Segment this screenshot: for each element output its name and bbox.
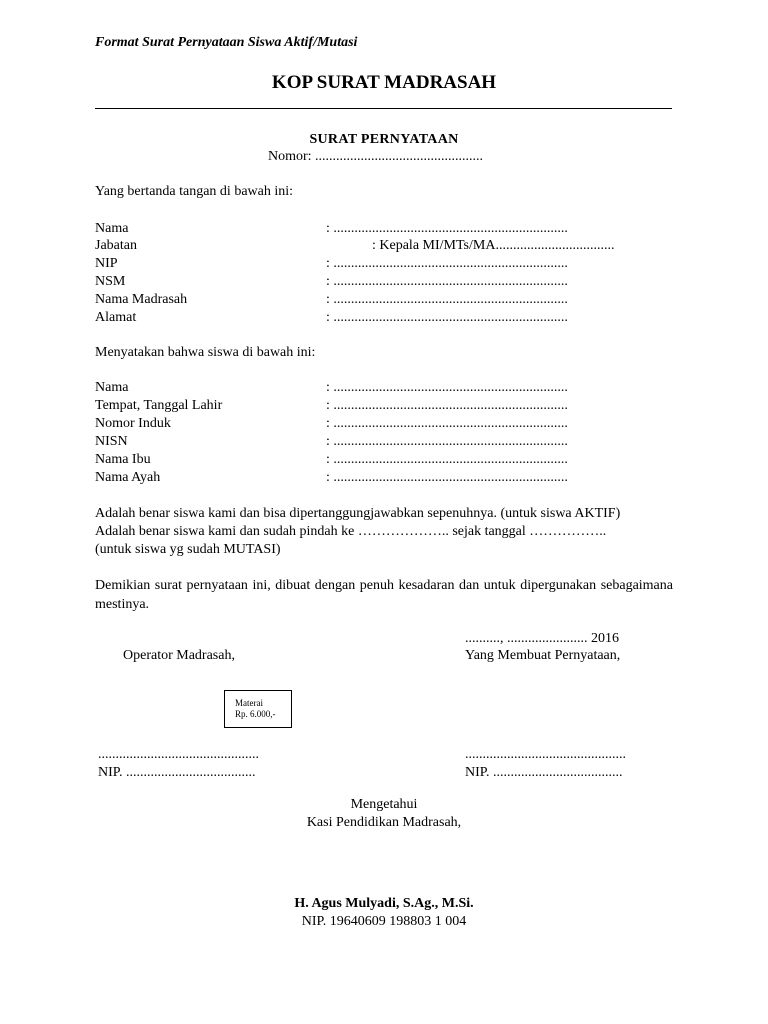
field-value: : ................................................................... [326, 256, 568, 271]
signer-field-nama-madrasah [95, 292, 655, 310]
declarant-role: Yang Membuat Pernyataan, [465, 648, 621, 663]
student-field-nama-ibu [95, 452, 655, 470]
student-intro: Menyatakan bahwa siswa di bawah ini: [95, 345, 316, 360]
closing-paragraph [95, 577, 673, 614]
statement-active: Adalah benar siswa kami dan bisa dipertanggungjawabkan sepenuhnya. (untuk siswa AKTIF) [95, 506, 621, 521]
kop-surat-title: KOP SURAT MADRASAH [271, 72, 497, 93]
operator-name-line: .............................................. [98, 747, 259, 762]
field-value: : ................................................................... [326, 470, 568, 485]
materai-amount: Rp. 6.000,- [235, 709, 276, 719]
materai-stamp-box [224, 690, 292, 728]
closing-text: Demikian surat pernyataan ini, dibuat dengan penuh kesadaran dan untuk dipergunakan sebagaimana mestinya. [95, 578, 673, 612]
field-label: NISN [95, 434, 128, 449]
student-field-nama [95, 380, 655, 398]
field-label: Alamat [95, 310, 137, 325]
signer-intro: Yang bertanda tangan di bawah ini: [95, 184, 294, 199]
signer-field-nama [95, 221, 655, 239]
letter-title: SURAT PERNYATAAN [309, 132, 459, 147]
field-label: Nama Madrasah [95, 292, 188, 307]
official-nip: NIP. 19640609 198803 1 004 [301, 914, 467, 929]
statement-transfer: Adalah benar siswa kami dan sudah pindah ke ……………….. sejak tanggal …………….. [95, 524, 607, 539]
student-field-ttl [95, 398, 655, 416]
signer-field-jabatan [95, 238, 655, 256]
field-value: : ................................................................... [326, 434, 568, 449]
place-date: .........., ....................... 2016 [465, 631, 619, 646]
field-label: Tempat, Tanggal Lahir [95, 398, 223, 413]
field-value: : ................................................................... [326, 452, 568, 467]
statement-transfer-note: (untuk siswa yg sudah MUTASI) [95, 542, 281, 557]
declarant-nip: NIP. ..................................... [465, 765, 623, 780]
official-name: H. Agus Mulyadi, S.Ag., M.Si. [294, 896, 474, 911]
field-label: Nama [95, 380, 129, 395]
student-field-nama-ayah [95, 470, 655, 488]
student-field-nisn [95, 434, 655, 452]
signer-field-nip [95, 256, 655, 274]
field-value: : ................................................................... [326, 416, 568, 431]
field-value: : ................................................................... [326, 274, 568, 289]
letter-number: Nomor: ................................................ [268, 149, 484, 164]
signer-field-nsm [95, 274, 655, 292]
signer-field-alamat [95, 310, 655, 328]
field-value: : ................................................................... [326, 398, 568, 413]
operator-role: Operator Madrasah, [123, 648, 235, 663]
kop-divider [95, 108, 672, 109]
field-value: : ................................................................... [326, 221, 568, 236]
acknowledgement-role: Kasi Pendidikan Madrasah, [306, 815, 462, 830]
student-field-nomor-induk [95, 416, 655, 434]
field-value: : Kepala MI/MTs/MA.................................. [372, 238, 615, 253]
acknowledgement-label: Mengetahui [350, 797, 418, 812]
declarant-name-line: .............................................. [465, 747, 626, 762]
field-value: : ................................................................... [326, 380, 568, 395]
field-value: : ................................................................... [326, 292, 568, 307]
field-value: : ................................................................... [326, 310, 568, 325]
field-label: Nomor Induk [95, 416, 171, 431]
field-label: NIP [95, 256, 118, 271]
operator-nip: NIP. ..................................... [98, 765, 256, 780]
materai-label: Materai [235, 698, 263, 708]
field-label: Jabatan [95, 238, 137, 253]
format-title: Format Surat Pernyataan Siswa Aktif/Mutasi [95, 35, 358, 50]
field-label: Nama Ayah [95, 470, 161, 485]
field-label: Nama [95, 221, 129, 236]
field-label: NSM [95, 274, 126, 289]
field-label: Nama Ibu [95, 452, 151, 467]
